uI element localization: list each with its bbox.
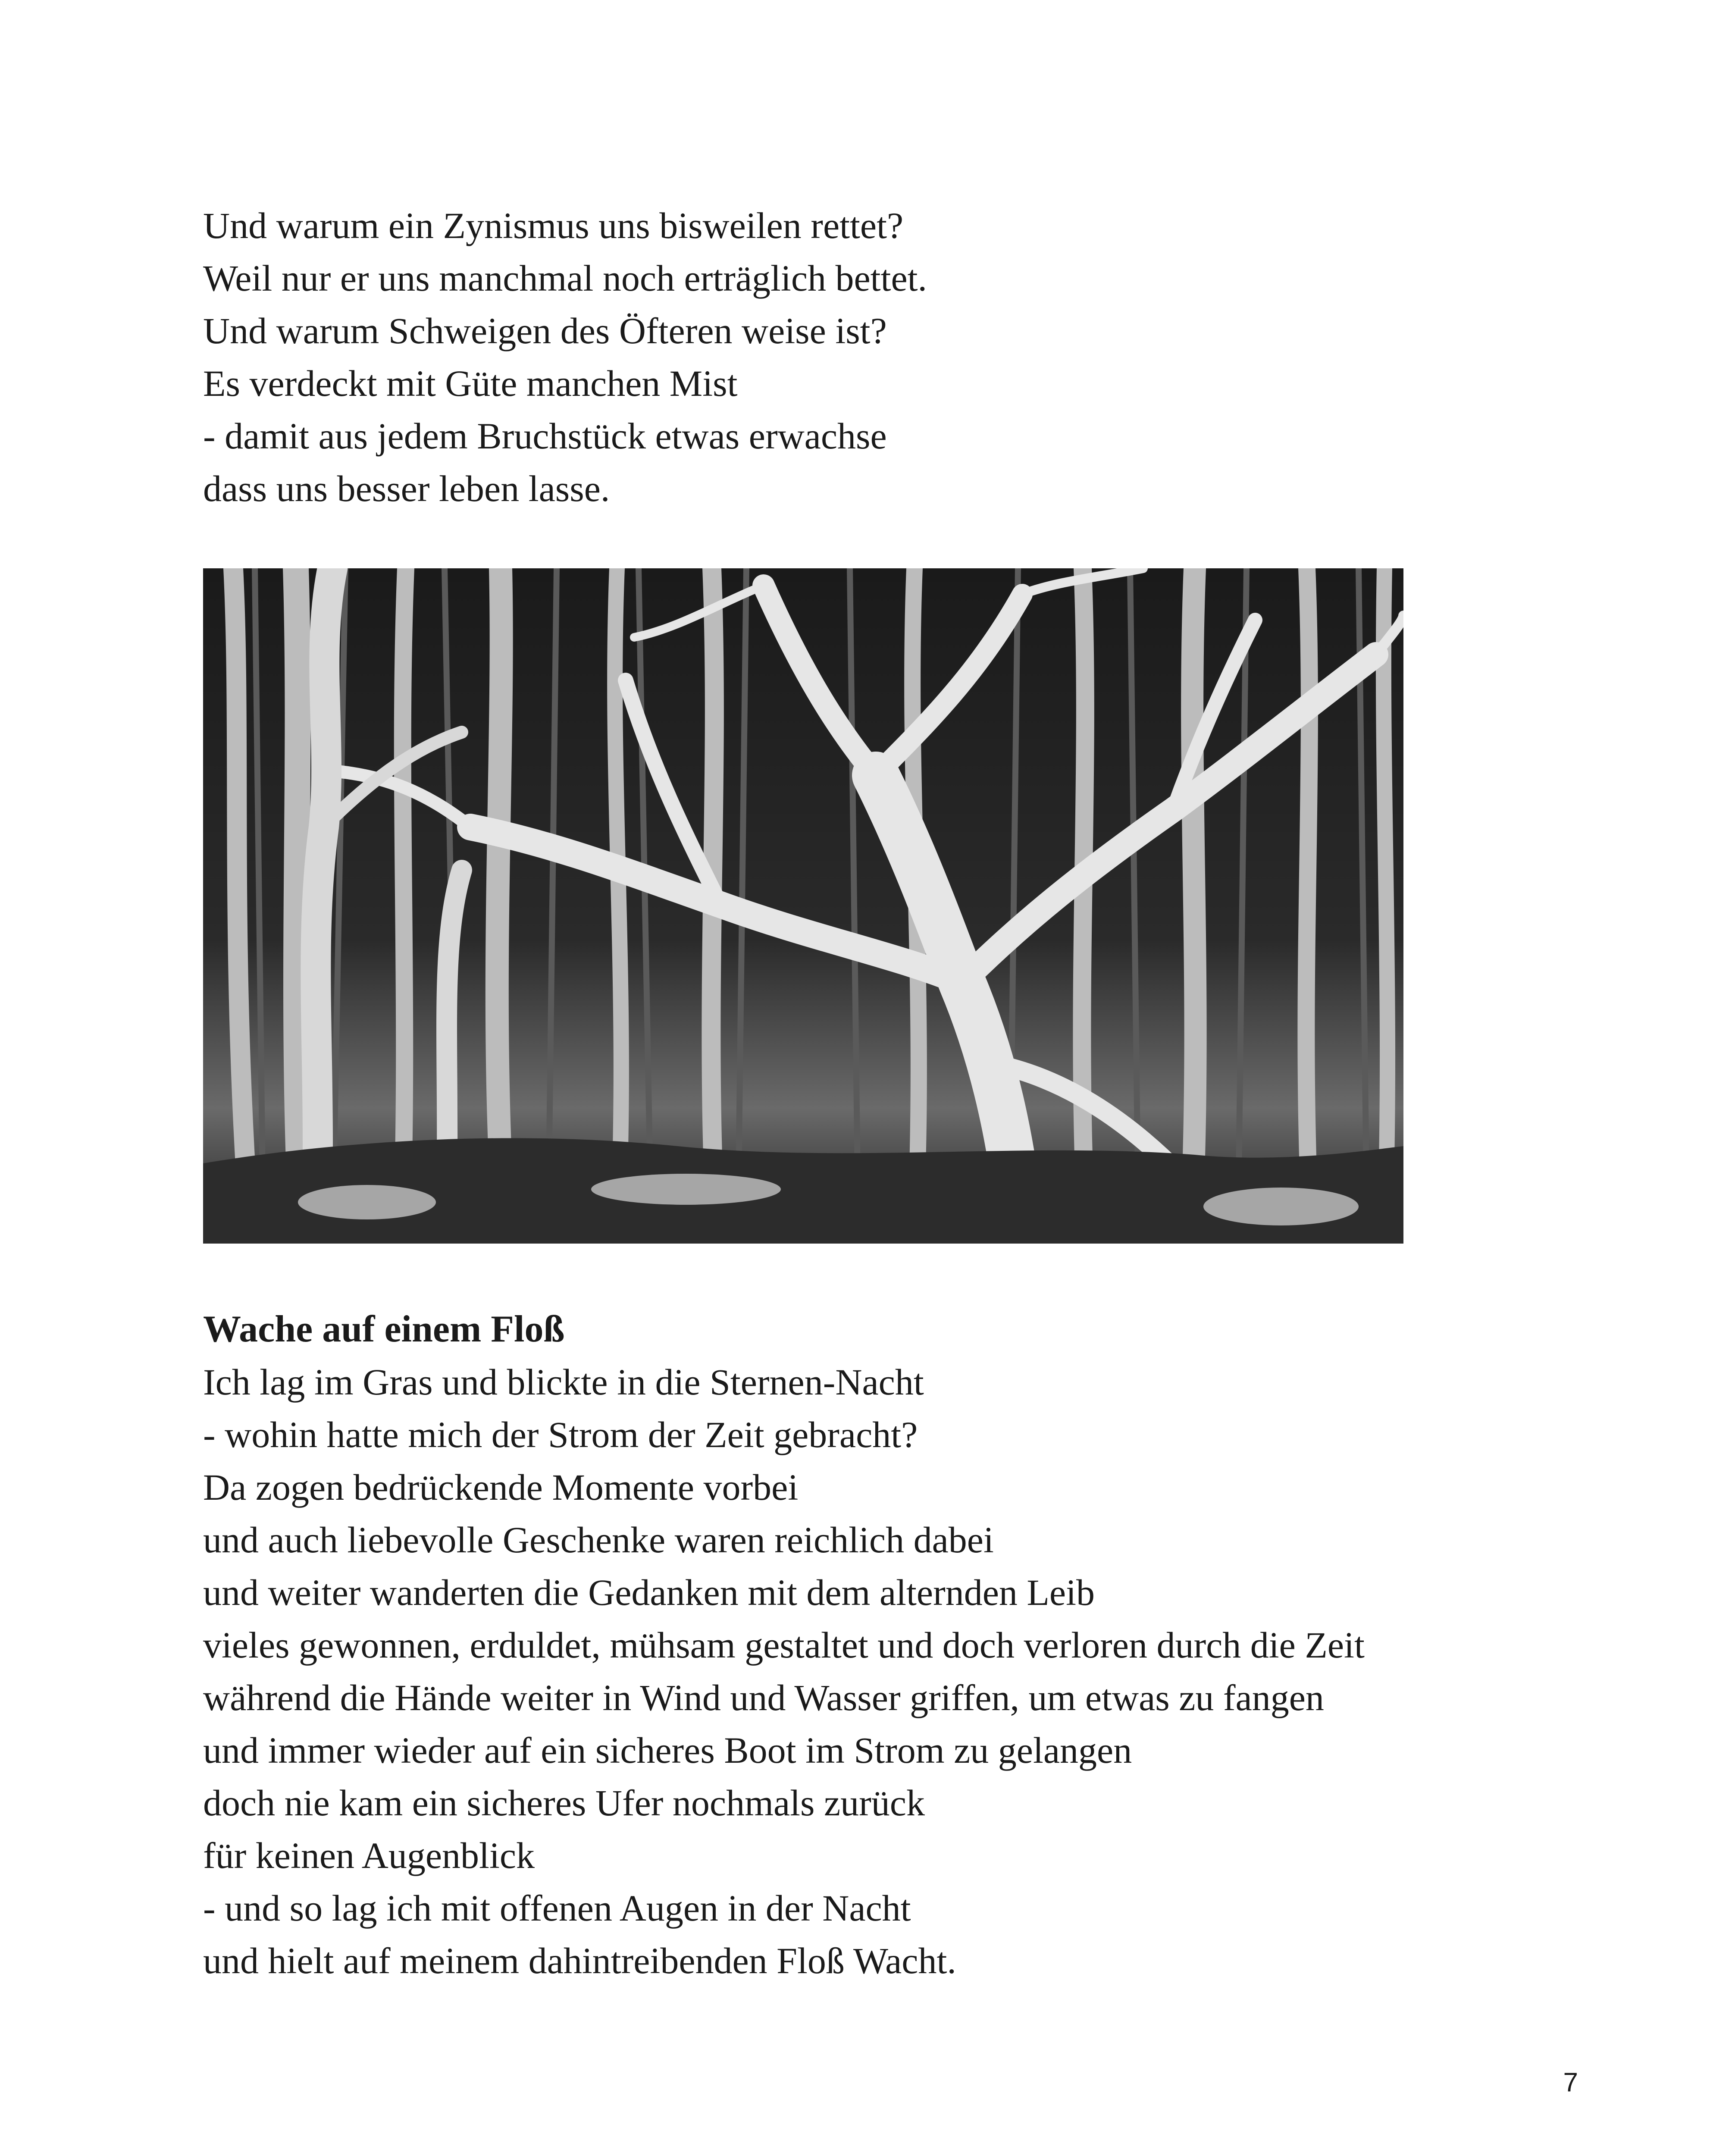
verse-line: und weiter wanderten die Gedanken mit dem alternden Leib [203, 1572, 1095, 1613]
page-number: 7 [1563, 2068, 1578, 2097]
verse-line: während die Hände weiter in Wind und Wasser griffen, um etwas zu fangen [203, 1677, 1324, 1718]
verse-line: - damit aus jedem Bruchstück etwas erwachse [203, 415, 887, 457]
verse-line: doch nie kam ein sicheres Ufer nochmals zurück [203, 1782, 925, 1824]
verse-line: Und warum Schweigen des Öfteren weise ist? [203, 310, 887, 351]
verse-line: und immer wieder auf ein sicheres Boot im Strom zu gelangen [203, 1730, 1132, 1771]
verse-line: - und so lag ich mit offenen Augen in der Nacht [203, 1887, 911, 1929]
verse-line: Es verdeckt mit Güte manchen Mist [203, 363, 738, 404]
poem-body [203, 1356, 1365, 1987]
verse-line: Ich lag im Gras und blickte in die Sternen-Nacht [203, 1361, 924, 1403]
forest-drawing [203, 568, 1403, 1244]
verse-line: für keinen Augenblick [203, 1835, 535, 1876]
verse-line: Da zogen bedrückende Momente vorbei [203, 1467, 799, 1508]
forest-illustration [203, 568, 1403, 1244]
verse-line: Weil nur er uns manchmal noch erträglich bettet. [203, 257, 927, 299]
stanza-top [203, 199, 927, 515]
verse-line: Und warum ein Zynismus uns bisweilen rettet? [203, 205, 904, 246]
verse-line: und hielt auf meinem dahintreibenden Floß Wacht. [203, 1940, 956, 1981]
verse-line: dass uns besser leben lasse. [203, 468, 610, 509]
verse-line: vieles gewonnen, erduldet, mühsam gestaltet und doch verloren durch die Zeit [203, 1624, 1365, 1666]
verse-line: und auch liebevolle Geschenke waren reichlich dabei [203, 1519, 994, 1561]
verse-line: - wohin hatte mich der Strom der Zeit gebracht? [203, 1414, 918, 1455]
poem-title: Wache auf einem Floß [203, 1308, 565, 1350]
